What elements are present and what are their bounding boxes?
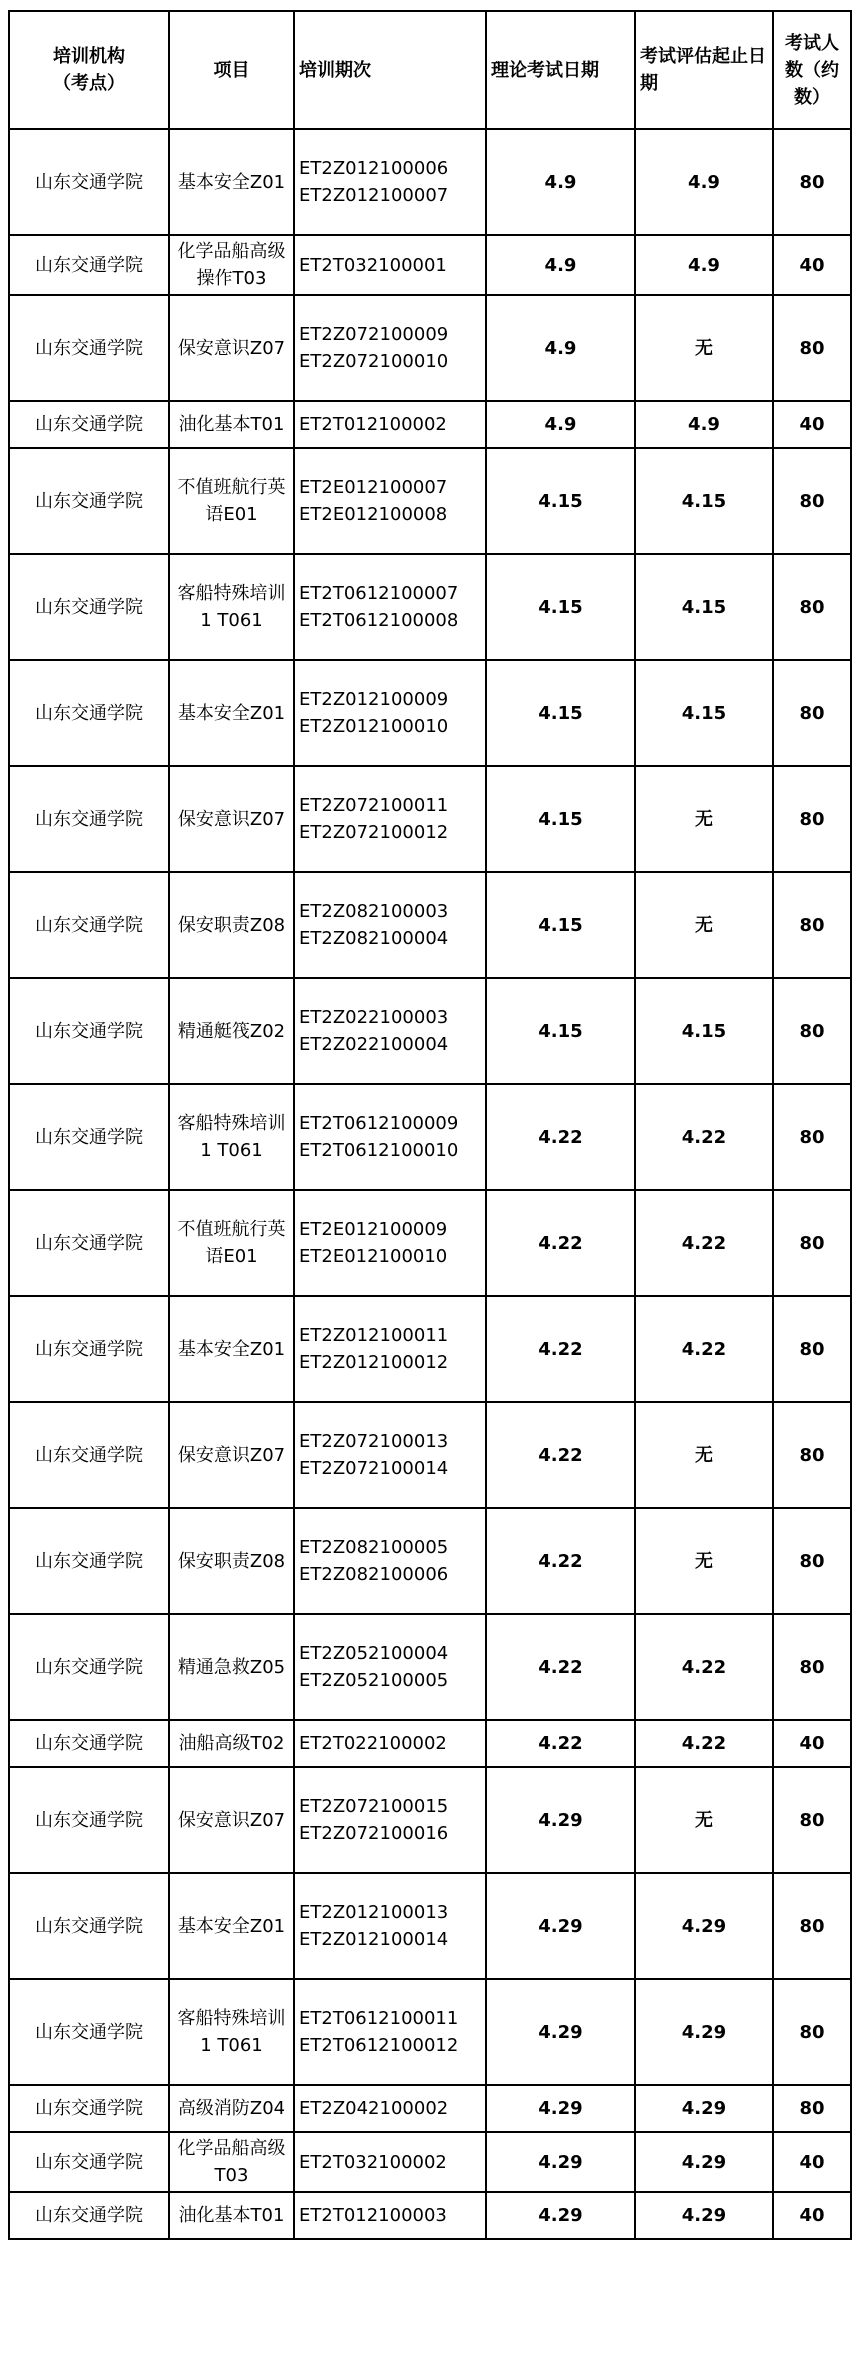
table-body [9, 129, 851, 2239]
batch-code: ET2E012100008 [299, 504, 448, 525]
project-cell: 客船特殊培训1 T061 [169, 1084, 294, 1190]
batch-code: ET2T0612100009 [299, 1113, 459, 1134]
batch-code: ET2T0612100008 [299, 610, 459, 631]
project-cell: 油船高级T02 [169, 1720, 294, 1767]
count-cell: 80 [773, 1979, 851, 2085]
org-cell: 山东交通学院 [9, 129, 169, 235]
batch-code: ET2Z082100005 [299, 1537, 449, 1558]
project-cell: 保安意识Z07 [169, 1767, 294, 1873]
batch-cell [294, 1402, 486, 1508]
eval-date-cell: 4.29 [635, 2192, 773, 2239]
batch-cell [294, 872, 486, 978]
batch-code: ET2E012100007 [299, 477, 448, 498]
eval-date-cell: 4.29 [635, 1873, 773, 1979]
count-cell: 80 [773, 1508, 851, 1614]
batch-code: ET2Z072100015 [299, 1796, 449, 1817]
batch-cell [294, 1720, 486, 1767]
project-cell: 化学品船高级T03 [169, 2132, 294, 2192]
org-cell: 山东交通学院 [9, 1402, 169, 1508]
table-row [9, 1508, 851, 1614]
theory-date-cell: 4.29 [486, 2085, 635, 2132]
org-cell: 山东交通学院 [9, 235, 169, 295]
theory-date-cell: 4.9 [486, 235, 635, 295]
theory-date-cell: 4.9 [486, 129, 635, 235]
batch-code: ET2Z072100009 [299, 324, 449, 345]
theory-date-cell: 4.9 [486, 295, 635, 401]
theory-date-cell: 4.29 [486, 2192, 635, 2239]
theory-date-cell: 4.22 [486, 1720, 635, 1767]
count-cell: 80 [773, 295, 851, 401]
batch-code: ET2Z082100004 [299, 928, 449, 949]
table-row [9, 129, 851, 235]
count-cell: 80 [773, 978, 851, 1084]
batch-cell [294, 129, 486, 235]
project-cell: 精通艇筏Z02 [169, 978, 294, 1084]
theory-date-cell: 4.29 [486, 1979, 635, 2085]
batch-cell [294, 448, 486, 554]
batch-code: ET2Z012100012 [299, 1352, 449, 1373]
batch-cell [294, 1084, 486, 1190]
batch-code: ET2Z082100003 [299, 901, 449, 922]
eval-date-cell: 4.22 [635, 1720, 773, 1767]
table-row [9, 2192, 851, 2239]
batch-code: ET2Z012100014 [299, 1929, 449, 1950]
eval-date-cell: 4.9 [635, 129, 773, 235]
batch-code: ET2T0612100010 [299, 1140, 459, 1161]
org-cell: 山东交通学院 [9, 554, 169, 660]
project-cell: 精通急救Z05 [169, 1614, 294, 1720]
count-cell: 80 [773, 448, 851, 554]
batch-code: ET2Z072100011 [299, 795, 449, 816]
table-row [9, 1084, 851, 1190]
batch-code: ET2Z042100002 [299, 2098, 449, 2119]
count-cell: 80 [773, 1614, 851, 1720]
table-row [9, 766, 851, 872]
theory-date-cell: 4.29 [486, 2132, 635, 2192]
project-cell: 保安意识Z07 [169, 1402, 294, 1508]
header-org-line: （考点） [53, 73, 125, 94]
batch-cell [294, 2085, 486, 2132]
theory-date-cell: 4.15 [486, 660, 635, 766]
count-cell: 80 [773, 1084, 851, 1190]
batch-code: ET2T012100003 [299, 2205, 447, 2226]
table-header [9, 11, 851, 129]
batch-code: ET2Z012100007 [299, 185, 449, 206]
batch-cell [294, 2132, 486, 2192]
count-cell: 40 [773, 2132, 851, 2192]
table-row [9, 2132, 851, 2192]
batch-code: ET2T022100002 [299, 1733, 447, 1754]
project-cell: 不值班航行英语E01 [169, 448, 294, 554]
batch-code: ET2T032100001 [299, 254, 447, 276]
batch-code: ET2E012100010 [299, 1246, 448, 1267]
batch-code: ET2Z072100013 [299, 1431, 449, 1452]
batch-code: ET2Z072100014 [299, 1458, 449, 1479]
batch-code: ET2Z072100012 [299, 822, 449, 843]
batch-cell [294, 2192, 486, 2239]
project-cell: 保安职责Z08 [169, 872, 294, 978]
project-cell: 客船特殊培训1 T061 [169, 554, 294, 660]
table-row [9, 2085, 851, 2132]
eval-date-cell: 4.22 [635, 1084, 773, 1190]
theory-date-cell: 4.9 [486, 401, 635, 448]
eval-date-cell: 4.15 [635, 660, 773, 766]
header-row [9, 11, 851, 129]
table-row [9, 1767, 851, 1873]
theory-date-cell: 4.22 [486, 1402, 635, 1508]
theory-date-cell: 4.29 [486, 1873, 635, 1979]
theory-date-cell: 4.22 [486, 1614, 635, 1720]
header-batch: 培训期次 [294, 11, 486, 129]
theory-date-cell: 4.15 [486, 554, 635, 660]
project-cell: 基本安全Z01 [169, 129, 294, 235]
count-cell: 80 [773, 872, 851, 978]
count-cell: 80 [773, 1402, 851, 1508]
theory-date-cell: 4.22 [486, 1190, 635, 1296]
eval-date-cell: 无 [635, 295, 773, 401]
count-cell: 40 [773, 1720, 851, 1767]
table-row [9, 1296, 851, 1402]
count-cell: 80 [773, 554, 851, 660]
theory-date-cell: 4.15 [486, 766, 635, 872]
count-cell: 80 [773, 660, 851, 766]
count-cell: 80 [773, 766, 851, 872]
header-org [9, 11, 169, 129]
eval-date-cell: 4.15 [635, 554, 773, 660]
org-cell: 山东交通学院 [9, 2085, 169, 2132]
batch-cell [294, 1767, 486, 1873]
org-cell: 山东交通学院 [9, 766, 169, 872]
batch-code: ET2T0612100007 [299, 583, 459, 604]
org-cell: 山东交通学院 [9, 1296, 169, 1402]
eval-date-cell: 无 [635, 1402, 773, 1508]
count-cell: 80 [773, 129, 851, 235]
project-cell: 保安意识Z07 [169, 766, 294, 872]
batch-code: ET2T032100002 [299, 2151, 447, 2173]
theory-date-cell: 4.22 [486, 1296, 635, 1402]
batch-code: ET2Z012100006 [299, 158, 449, 179]
batch-code: ET2Z012100010 [299, 716, 449, 737]
table-row [9, 235, 851, 295]
org-cell: 山东交通学院 [9, 660, 169, 766]
eval-date-cell: 4.29 [635, 2085, 773, 2132]
project-cell: 化学品船高级操作T03 [169, 235, 294, 295]
eval-date-cell: 4.29 [635, 2132, 773, 2192]
batch-code: ET2Z012100009 [299, 689, 449, 710]
exam-schedule-table [8, 10, 852, 2240]
theory-date-cell: 4.22 [486, 1084, 635, 1190]
org-cell: 山东交通学院 [9, 401, 169, 448]
table-row [9, 1873, 851, 1979]
batch-code: ET2T0612100011 [299, 2008, 459, 2029]
batch-code: ET2Z012100013 [299, 1902, 449, 1923]
count-cell: 80 [773, 1873, 851, 1979]
eval-date-cell: 4.22 [635, 1190, 773, 1296]
project-cell: 保安职责Z08 [169, 1508, 294, 1614]
eval-date-cell: 4.15 [635, 978, 773, 1084]
project-cell: 基本安全Z01 [169, 1296, 294, 1402]
org-cell: 山东交通学院 [9, 448, 169, 554]
eval-date-cell: 无 [635, 766, 773, 872]
batch-code: ET2Z012100011 [299, 1325, 449, 1346]
table-row [9, 554, 851, 660]
batch-cell [294, 1190, 486, 1296]
batch-code: ET2E012100009 [299, 1219, 448, 1240]
batch-code: ET2Z022100003 [299, 1007, 449, 1028]
org-cell: 山东交通学院 [9, 1084, 169, 1190]
project-cell: 基本安全Z01 [169, 1873, 294, 1979]
table-row [9, 1720, 851, 1767]
org-cell: 山东交通学院 [9, 978, 169, 1084]
table-row [9, 295, 851, 401]
batch-code: ET2Z072100016 [299, 1823, 449, 1844]
batch-cell [294, 766, 486, 872]
org-cell: 山东交通学院 [9, 1873, 169, 1979]
header-theory-date: 理论考试日期 [486, 11, 635, 129]
batch-cell [294, 295, 486, 401]
org-cell: 山东交通学院 [9, 1979, 169, 2085]
theory-date-cell: 4.15 [486, 448, 635, 554]
eval-date-cell: 4.9 [635, 401, 773, 448]
count-cell: 80 [773, 1296, 851, 1402]
count-cell: 40 [773, 401, 851, 448]
table-row [9, 401, 851, 448]
theory-date-cell: 4.15 [486, 978, 635, 1084]
count-cell: 40 [773, 2192, 851, 2239]
project-cell: 保安意识Z07 [169, 295, 294, 401]
theory-date-cell: 4.15 [486, 872, 635, 978]
eval-date-cell: 4.9 [635, 235, 773, 295]
eval-date-cell: 4.15 [635, 448, 773, 554]
org-cell: 山东交通学院 [9, 2132, 169, 2192]
batch-code: ET2T0612100012 [299, 2035, 459, 2056]
table-row [9, 1614, 851, 1720]
batch-cell [294, 660, 486, 766]
header-count: 考试人数（约数） [773, 11, 851, 129]
project-cell: 基本安全Z01 [169, 660, 294, 766]
project-cell: 不值班航行英语E01 [169, 1190, 294, 1296]
eval-date-cell: 无 [635, 1767, 773, 1873]
eval-date-cell: 4.29 [635, 1979, 773, 2085]
org-cell: 山东交通学院 [9, 1720, 169, 1767]
batch-cell [294, 1614, 486, 1720]
table-row [9, 660, 851, 766]
count-cell: 80 [773, 1767, 851, 1873]
eval-date-cell: 无 [635, 872, 773, 978]
batch-cell [294, 235, 486, 295]
batch-cell [294, 1979, 486, 2085]
count-cell: 80 [773, 2085, 851, 2132]
batch-cell [294, 401, 486, 448]
project-cell: 油化基本T01 [169, 401, 294, 448]
org-cell: 山东交通学院 [9, 295, 169, 401]
project-cell: 油化基本T01 [169, 2192, 294, 2239]
org-cell: 山东交通学院 [9, 1614, 169, 1720]
project-cell: 客船特殊培训1 T061 [169, 1979, 294, 2085]
batch-code: ET2T012100002 [299, 414, 447, 435]
batch-code: ET2Z022100004 [299, 1034, 449, 1055]
batch-cell [294, 1508, 486, 1614]
header-org-line: 培训机构 [53, 46, 125, 67]
count-cell: 40 [773, 235, 851, 295]
table-row [9, 978, 851, 1084]
header-eval-date: 考试评估起止日期 [635, 11, 773, 129]
org-cell: 山东交通学院 [9, 1767, 169, 1873]
table-row [9, 1190, 851, 1296]
table-row [9, 448, 851, 554]
batch-code: ET2Z082100006 [299, 1564, 449, 1585]
table-row [9, 1979, 851, 2085]
org-cell: 山东交通学院 [9, 2192, 169, 2239]
batch-cell [294, 554, 486, 660]
batch-code: ET2Z052100005 [299, 1670, 449, 1691]
header-project: 项目 [169, 11, 294, 129]
theory-date-cell: 4.29 [486, 1767, 635, 1873]
count-cell: 80 [773, 1190, 851, 1296]
table-row [9, 1402, 851, 1508]
batch-cell [294, 1296, 486, 1402]
org-cell: 山东交通学院 [9, 1508, 169, 1614]
org-cell: 山东交通学院 [9, 872, 169, 978]
org-cell: 山东交通学院 [9, 1190, 169, 1296]
batch-code: ET2Z052100004 [299, 1643, 449, 1664]
eval-date-cell: 4.22 [635, 1296, 773, 1402]
batch-code: ET2Z072100010 [299, 351, 449, 372]
eval-date-cell: 无 [635, 1508, 773, 1614]
theory-date-cell: 4.22 [486, 1508, 635, 1614]
batch-cell [294, 1873, 486, 1979]
table-row [9, 872, 851, 978]
eval-date-cell: 4.22 [635, 1614, 773, 1720]
batch-cell [294, 978, 486, 1084]
project-cell: 高级消防Z04 [169, 2085, 294, 2132]
